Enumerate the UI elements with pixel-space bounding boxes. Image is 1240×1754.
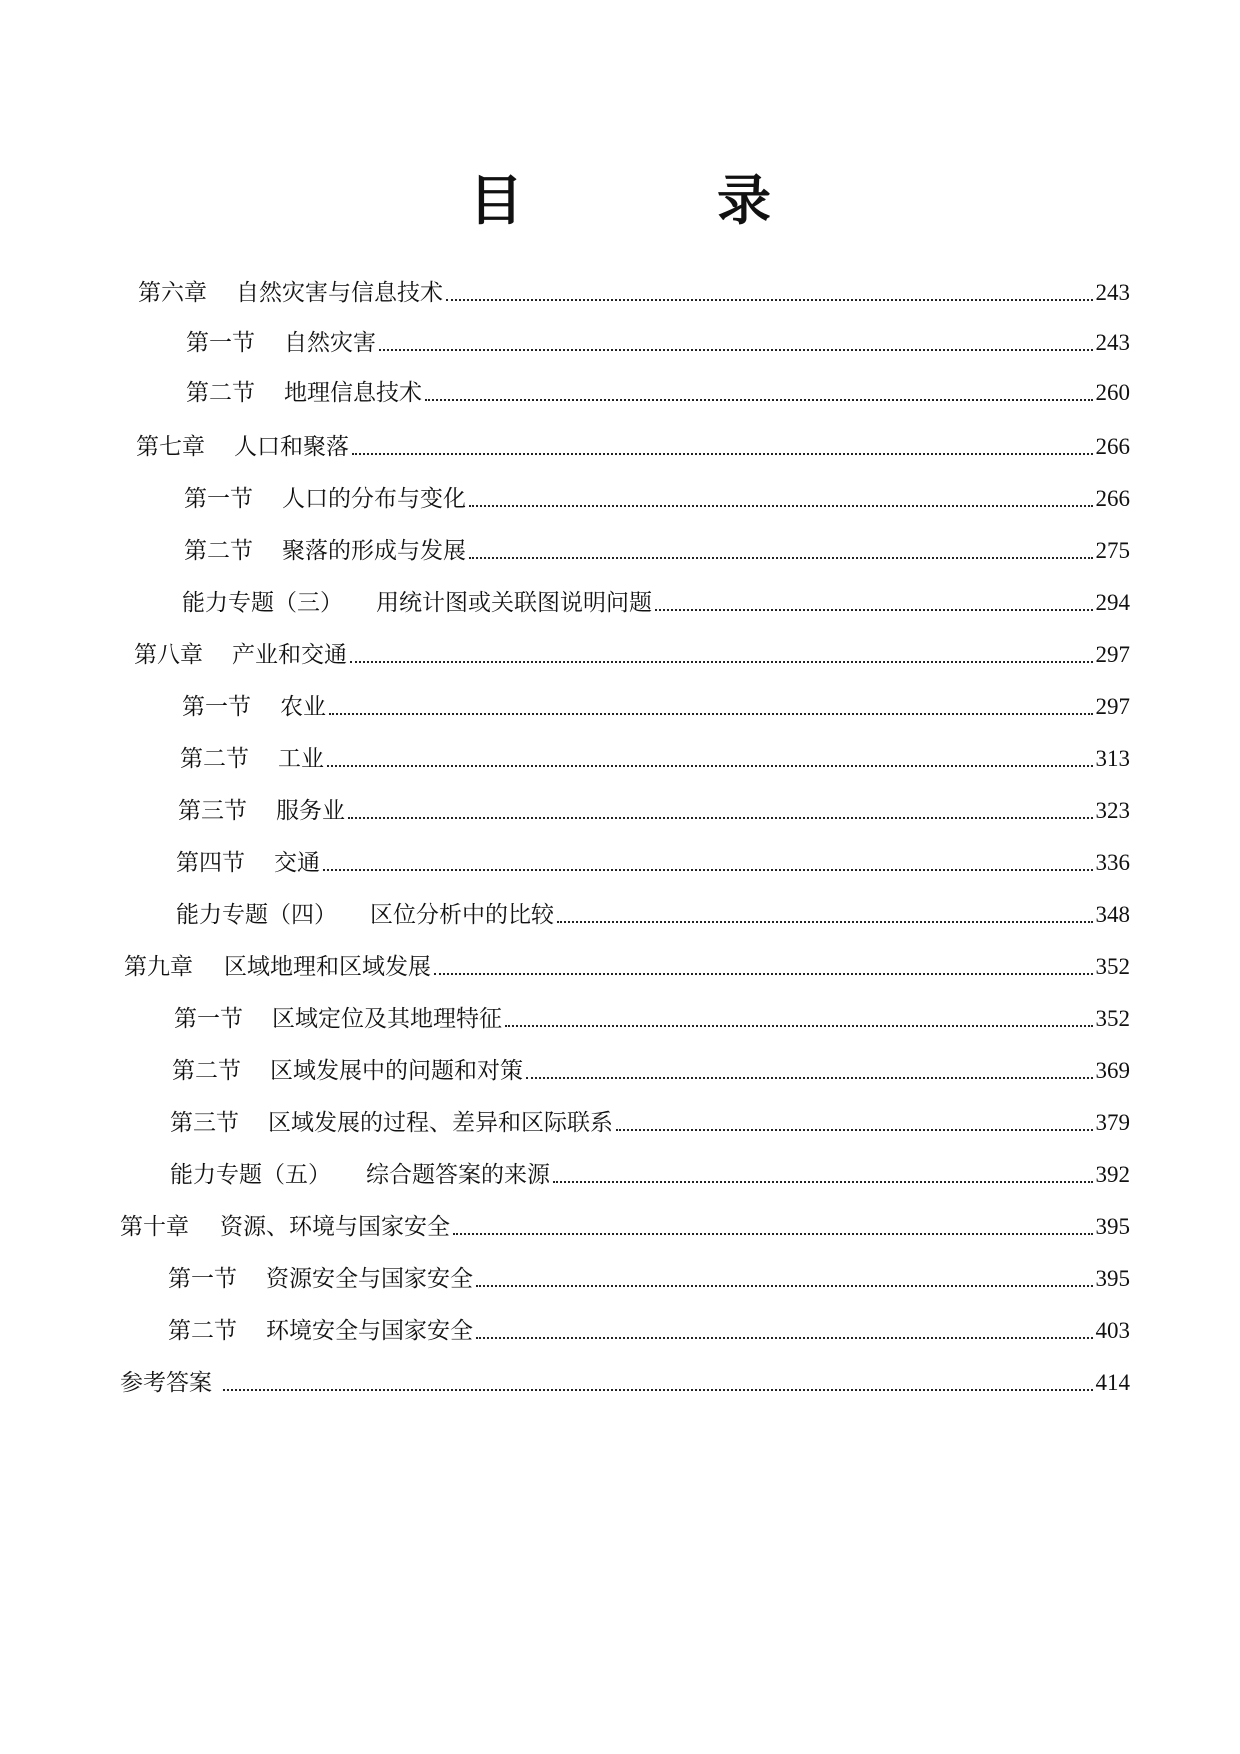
toc-page-number: 243 — [1095, 280, 1130, 305]
toc-entry-title: 区域发展的过程、差异和区际联系 — [268, 1110, 613, 1136]
toc-entry-title: 地理信息技术 — [284, 380, 422, 406]
toc-leader-dots — [323, 868, 1093, 871]
toc-page-number: 266 — [1095, 434, 1130, 459]
toc-entry-title: 交通 — [274, 850, 320, 876]
toc-page-number: 348 — [1095, 902, 1130, 927]
toc-entry-section[interactable] — [186, 374, 1130, 408]
toc-entry-chapter-6[interactable] — [138, 274, 1130, 308]
toc-entry-section[interactable] — [172, 1052, 1130, 1086]
toc-entry-number: 第九章 — [124, 954, 193, 980]
toc-leader-dots — [476, 1284, 1093, 1287]
toc-leader-dots — [379, 348, 1093, 351]
toc-entry-title: 区域发展中的问题和对策 — [270, 1058, 523, 1084]
toc-entry-number: 第一节 — [182, 694, 251, 720]
toc-entry-title: 环境安全与国家安全 — [266, 1318, 473, 1344]
toc-leader-dots — [223, 1388, 1093, 1391]
toc-entry-section[interactable] — [176, 844, 1130, 878]
toc-leader-dots — [557, 920, 1093, 923]
toc-entry-number: 第二节 — [180, 746, 249, 772]
toc-entry-number: 第一节 — [174, 1006, 243, 1032]
toc-entry-title: 资源、环境与国家安全 — [220, 1214, 450, 1240]
toc-leader-dots — [350, 660, 1093, 663]
toc-entry-section[interactable] — [184, 532, 1130, 566]
toc-entry-number: 第三节 — [178, 798, 247, 824]
toc-leader-dots — [446, 298, 1093, 301]
toc-entry-number: 第七章 — [136, 434, 205, 460]
toc-entry-section[interactable] — [174, 1000, 1130, 1034]
toc-entry-title: 人口的分布与变化 — [282, 486, 466, 512]
toc-leader-dots — [352, 452, 1093, 455]
toc-leader-dots — [469, 556, 1093, 559]
toc-page-number: 260 — [1095, 380, 1130, 405]
toc-entry-chapter-10[interactable] — [120, 1208, 1130, 1242]
toc-entry-title: 区域定位及其地理特征 — [272, 1006, 502, 1032]
toc-page-number: 323 — [1095, 798, 1130, 823]
toc-entry-skill-topic[interactable] — [176, 896, 1130, 930]
toc-page-number: 369 — [1095, 1058, 1130, 1083]
toc-entry-skill-topic[interactable] — [182, 584, 1130, 618]
toc-entry-section[interactable] — [168, 1260, 1130, 1294]
toc-entry-chapter-7[interactable] — [136, 428, 1130, 462]
toc-page-number: 392 — [1095, 1162, 1130, 1187]
toc-entry-number: 能力专题（五） — [170, 1162, 331, 1188]
toc-page-number: 352 — [1095, 954, 1130, 979]
toc-leader-dots — [476, 1336, 1093, 1339]
toc-page-number: 379 — [1095, 1110, 1130, 1135]
toc-entry-section[interactable] — [168, 1312, 1130, 1346]
toc-entry-section[interactable] — [170, 1104, 1130, 1138]
toc-entry-title: 聚落的形成与发展 — [282, 538, 466, 564]
toc-leader-dots — [329, 712, 1093, 715]
toc-page-number: 336 — [1095, 850, 1130, 875]
toc-leader-dots — [616, 1128, 1093, 1131]
toc-entry-title: 区位分析中的比较 — [370, 902, 554, 928]
toc-leader-dots — [425, 398, 1093, 401]
toc-page-number: 243 — [1095, 330, 1130, 355]
toc-page-number: 297 — [1095, 642, 1130, 667]
toc-entry-number: 参考答案 — [120, 1370, 212, 1396]
toc-entry-title: 资源安全与国家安全 — [266, 1266, 473, 1292]
toc-leader-dots — [434, 972, 1093, 975]
toc-entry-section[interactable] — [186, 324, 1130, 358]
toc-page-number: 294 — [1095, 590, 1130, 615]
toc-leader-dots — [526, 1076, 1093, 1079]
toc-leader-dots — [553, 1180, 1093, 1183]
toc-entry-chapter-9[interactable] — [124, 948, 1130, 982]
page-title: 目 录 — [469, 168, 841, 232]
toc-entry-section[interactable] — [178, 792, 1130, 826]
toc-entry-number: 能力专题（三） — [182, 590, 343, 616]
toc-page-number: 313 — [1095, 746, 1130, 771]
toc-entry-number: 第二节 — [172, 1058, 241, 1084]
toc-entry-title: 工业 — [278, 746, 324, 772]
toc-entry-answers[interactable] — [120, 1364, 1130, 1398]
toc-leader-dots — [453, 1232, 1093, 1235]
toc-entry-title: 区域地理和区域发展 — [224, 954, 431, 980]
toc-entry-title: 农业 — [280, 694, 326, 720]
toc-page-number: 403 — [1095, 1318, 1130, 1343]
toc-entry-number: 第八章 — [134, 642, 203, 668]
toc-entry-section[interactable] — [182, 688, 1130, 722]
toc-entry-chapter-8[interactable] — [134, 636, 1130, 670]
toc-page-number: 266 — [1095, 486, 1130, 511]
toc-entry-section[interactable] — [184, 480, 1130, 514]
toc-leader-dots — [469, 504, 1093, 507]
toc-entry-title: 服务业 — [276, 798, 345, 824]
toc-entry-title: 综合题答案的来源 — [366, 1162, 550, 1188]
toc-entry-number: 第二节 — [184, 538, 253, 564]
toc-entry-number: 第四节 — [176, 850, 245, 876]
toc-page-number: 395 — [1095, 1214, 1130, 1239]
toc-entry-title: 产业和交通 — [232, 642, 347, 668]
toc-entry-number: 第二节 — [186, 380, 255, 406]
toc-leader-dots — [327, 764, 1093, 767]
toc-page-number: 297 — [1095, 694, 1130, 719]
toc-entry-title: 用统计图或关联图说明问题 — [376, 590, 652, 616]
toc-leader-dots — [348, 816, 1093, 819]
toc-entry-number: 第二节 — [168, 1318, 237, 1344]
toc-page-number: 414 — [1095, 1370, 1130, 1395]
toc-entry-number: 第一节 — [168, 1266, 237, 1292]
toc-entry-number: 第六章 — [138, 280, 207, 306]
toc-page-number: 275 — [1095, 538, 1130, 563]
toc-entry-number: 第一节 — [186, 330, 255, 356]
toc-page-number: 352 — [1095, 1006, 1130, 1031]
toc-entry-number: 第三节 — [170, 1110, 239, 1136]
toc-entry-title: 人口和聚落 — [234, 434, 349, 460]
toc-leader-dots — [505, 1024, 1093, 1027]
toc-entry-section[interactable] — [180, 740, 1130, 774]
toc-entry-title: 自然灾害 — [284, 330, 376, 356]
toc-entry-title: 自然灾害与信息技术 — [236, 280, 443, 306]
toc-entry-number: 能力专题（四） — [176, 902, 337, 928]
toc-page-number: 395 — [1095, 1266, 1130, 1291]
toc-entry-number: 第一节 — [184, 486, 253, 512]
toc-entry-skill-topic[interactable] — [170, 1156, 1130, 1190]
toc-leader-dots — [655, 608, 1093, 611]
toc-entry-number: 第十章 — [120, 1214, 189, 1240]
